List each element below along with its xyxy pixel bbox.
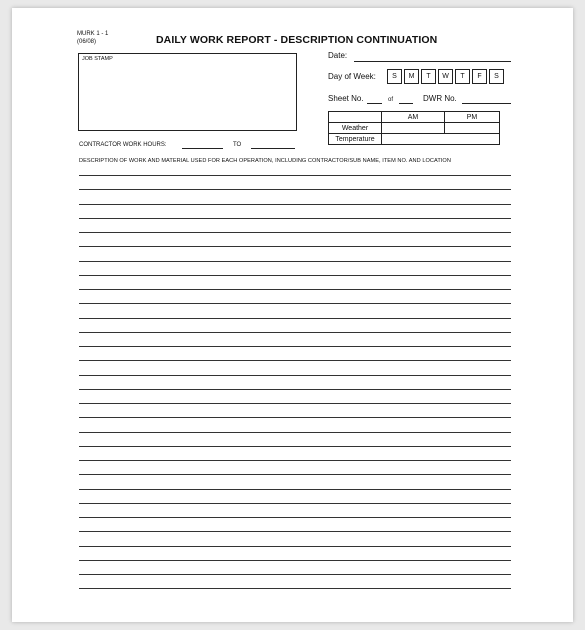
weather-am-cell[interactable] bbox=[382, 123, 445, 134]
sheet-total-field[interactable] bbox=[399, 103, 413, 104]
writing-line bbox=[79, 346, 511, 347]
day-box-monday[interactable]: M bbox=[404, 69, 419, 84]
writing-line bbox=[79, 403, 511, 404]
temperature-pm-cell[interactable] bbox=[445, 134, 500, 145]
writing-line bbox=[79, 517, 511, 518]
job-stamp-box bbox=[78, 53, 297, 131]
writing-line bbox=[79, 360, 511, 361]
contractor-hours-to-field[interactable] bbox=[251, 148, 295, 149]
date-field[interactable] bbox=[354, 61, 511, 62]
weather-table-header-row bbox=[329, 112, 500, 123]
sheet-no-label: Sheet No. bbox=[328, 94, 364, 103]
writing-line bbox=[79, 275, 511, 276]
temperature-label: Temperature bbox=[329, 134, 382, 145]
description-label: DESCRIPTION OF WORK AND MATERIAL USED FOR EACH OPERATION, INCLUDING CONTRACTOR/SUB NAME, ITEM NO. AND LOCATION bbox=[79, 158, 451, 164]
writing-line bbox=[79, 218, 511, 219]
page-title: DAILY WORK REPORT - DESCRIPTION CONTINUATION bbox=[156, 34, 438, 46]
writing-line bbox=[79, 446, 511, 447]
sheet-no-field[interactable] bbox=[367, 103, 382, 104]
of-label: of bbox=[388, 97, 394, 103]
writing-line bbox=[79, 318, 511, 319]
job-stamp-label: JOB STAMP bbox=[82, 56, 113, 62]
writing-line bbox=[79, 375, 511, 376]
writing-line bbox=[79, 503, 511, 504]
writing-line bbox=[79, 189, 511, 190]
contractor-hours-from-field[interactable] bbox=[182, 148, 223, 149]
writing-line bbox=[79, 332, 511, 333]
writing-line bbox=[79, 303, 511, 304]
writing-line bbox=[79, 246, 511, 247]
form-code bbox=[77, 30, 108, 46]
writing-line bbox=[79, 389, 511, 390]
dwr-no-label: DWR No. bbox=[423, 94, 457, 103]
temperature-am-cell[interactable] bbox=[382, 134, 445, 145]
day-box-saturday[interactable]: S bbox=[489, 69, 504, 84]
writing-line bbox=[79, 232, 511, 233]
weather-pm-cell[interactable] bbox=[445, 123, 500, 134]
writing-line bbox=[79, 560, 511, 561]
day-box-tuesday[interactable]: T bbox=[421, 69, 436, 84]
weather-row bbox=[329, 123, 500, 134]
date-label: Date: bbox=[328, 51, 348, 60]
writing-line bbox=[79, 588, 511, 589]
writing-line bbox=[79, 289, 511, 290]
writing-line bbox=[79, 175, 511, 176]
writing-line bbox=[79, 432, 511, 433]
writing-line bbox=[79, 489, 511, 490]
contractor-hours-to-label: TO bbox=[233, 142, 242, 148]
weather-label: Weather bbox=[329, 123, 382, 134]
form-code-number: MURK 1 - 1 bbox=[77, 31, 109, 37]
temperature-row bbox=[329, 134, 500, 145]
day-box-thursday[interactable]: T bbox=[455, 69, 470, 84]
pm-header: PM bbox=[445, 112, 500, 123]
day-of-week-label: Day of Week: bbox=[328, 72, 376, 81]
weather-table bbox=[328, 111, 500, 145]
day-box-sunday[interactable]: S bbox=[387, 69, 402, 84]
writing-line bbox=[79, 204, 511, 205]
writing-line bbox=[79, 474, 511, 475]
am-header: AM bbox=[382, 112, 445, 123]
writing-line bbox=[79, 261, 511, 262]
weather-table-corner bbox=[329, 112, 382, 123]
day-of-week-boxes bbox=[387, 69, 504, 84]
day-box-friday[interactable]: F bbox=[472, 69, 487, 84]
writing-line bbox=[79, 531, 511, 532]
writing-line bbox=[79, 460, 511, 461]
day-box-wednesday[interactable]: W bbox=[438, 69, 453, 84]
writing-line bbox=[79, 574, 511, 575]
document-page bbox=[12, 8, 573, 622]
form-code-revision: (06/08) bbox=[77, 39, 97, 45]
writing-line bbox=[79, 417, 511, 418]
contractor-hours-label: CONTRACTOR WORK HOURS: bbox=[79, 142, 167, 148]
writing-line bbox=[79, 546, 511, 547]
dwr-no-field[interactable] bbox=[462, 103, 511, 104]
